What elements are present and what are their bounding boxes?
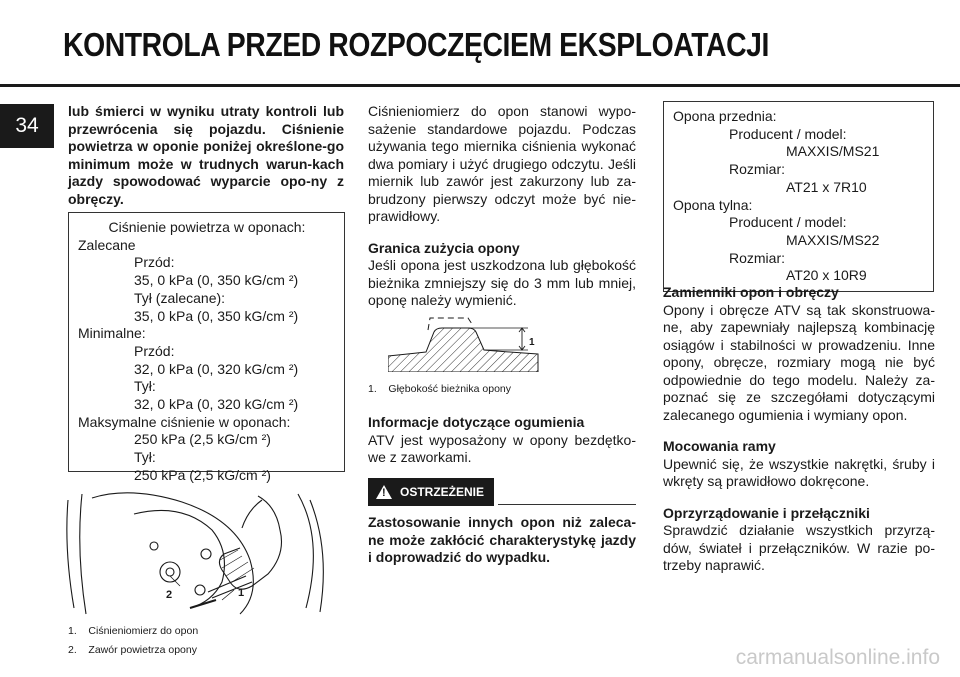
warning-badge	[368, 478, 494, 506]
min-rear-label: Tył:	[134, 378, 156, 395]
rear-mfr-value: MAXXIS/MS22	[786, 231, 880, 248]
tread-limit-heading: Granica zużycia opony	[368, 239, 520, 256]
page-title: KONTROLA PRZED ROZPOCZĘCIEM EKSPLOATACJI	[63, 26, 769, 63]
front-tire-label: Opona przednia:	[673, 108, 777, 124]
front-value: 35, 0 kPa (0, 350 kG/cm ²)	[134, 272, 299, 289]
max-rear-label: Tył:	[134, 449, 156, 466]
replacement-heading: Zamienniki opon i obręczy	[663, 284, 839, 300]
caption-valve: 2. Zawór powietrza opony	[68, 644, 197, 656]
tire-info-heading: Informacje dotyczące ogumienia	[368, 414, 585, 430]
title-rule	[0, 84, 960, 87]
front-size-label: Rozmiar:	[729, 161, 786, 178]
replacement-paragraph: Opony i obręcze ATV są tak skonstruowa-ne, aby zapewniały najlepszą kombinację osiągów i stabilności w prowadzeniu. Inne opony, obręcze, rozmiary mogą nie być odpowiednie do tego modelu. Należy za-poznać się ze szczegółami dotyczącymi zalecanego ogumienia i wymiany opon.	[663, 301, 935, 423]
watermark: carmanualsonline.info	[735, 646, 940, 669]
warning-triangle-icon: !	[376, 485, 392, 499]
front-mfr-label: Producent / model:	[729, 125, 847, 142]
instruments-paragraph: Sprawdzić działanie wszystkich przyrzą-dów, świateł i przełączników. W razie po-trzeby naprawić.	[663, 522, 935, 573]
min-rear-value: 32, 0 kPa (0, 320 kG/cm ²)	[134, 396, 299, 413]
tread-depth-illustration	[388, 316, 548, 372]
tread-caption: 1. Głębokość bieżnika opony	[368, 383, 512, 395]
warning-banner	[368, 478, 636, 508]
column-2	[368, 103, 636, 310]
tread-limit-paragraph: Jeśli opona jest uszkodzona lub głębokość bieżnika zmniejszy się do 3 mm lub mniej, oponę należy wymienić.	[368, 257, 636, 308]
rear-mfr-label: Producent / model:	[729, 214, 847, 231]
figure-captions	[68, 622, 198, 660]
min-front-value: 32, 0 kPa (0, 320 kG/cm ²)	[134, 360, 299, 377]
front-mfr-value: MAXXIS/MS21	[786, 143, 880, 160]
max-front-value: 250 kPa (2,5 kG/cm ²)	[134, 431, 271, 448]
rear-size-label: Rozmiar:	[729, 249, 786, 266]
page-number-tab: 34	[0, 104, 54, 148]
front-size-value: AT21 x 7R10	[786, 178, 867, 195]
rear-tire-label: Opona tylna:	[673, 196, 753, 213]
instruments-heading: Oprzyrządowanie i przełączniki	[663, 504, 870, 521]
tread-figure-label: 1	[529, 337, 535, 348]
gauge-paragraph: Ciśnieniomierz do opon stanowi wypo-sażenie standardowe pojazdu. Podczas używania tego miernika ciśnienia wykonać dwa pomiary i użyć drugiego odczytu. Jeśli miernik lub zawór jest zakurzony lub za-brudzony pierwszy odczyt może być nie-prawidłowy.	[368, 103, 636, 224]
caption-gauge: 1. Ciśnieniomierz do opon	[68, 625, 199, 637]
rear-size-value: AT20 x 10R9	[786, 267, 867, 284]
min-front-label: Przód:	[134, 342, 175, 359]
tire-gauge-illustration	[62, 490, 332, 618]
tire-info-paragraph: ATV jest wyposażony w opony bezdętko-we z zaworkami.	[368, 431, 636, 465]
rear-rec-value: 35, 0 kPa (0, 350 kG/cm ²)	[134, 307, 299, 324]
column-3-text	[663, 284, 935, 575]
tire-spec-box	[663, 101, 934, 292]
warning-label: OSTRZEŻENIE	[400, 485, 485, 499]
warning-block	[368, 514, 636, 567]
warning-text: Zastosowanie innych opon niż zaleca-ne może zakłócić charakterystykę jazdy i doprowadzić do wypadku.	[368, 514, 636, 565]
pressure-box	[68, 212, 345, 483]
column-1	[68, 103, 344, 208]
pressure-heading: Ciśnienie powietrza w oponach:	[108, 219, 306, 235]
warning-rule	[498, 504, 636, 505]
rear-rec-label: Tył (zalecane):	[134, 289, 226, 306]
front-label: Przód:	[134, 254, 175, 271]
intro-warning-text: lub śmierci w wyniku utraty kontroli lub przewrócenia się pojazdu. Ciśnienie powietrza w oponie poniżej określone-go minimum może w trudnych warun-kach jazdy spowodować wyparcie opo-ny z obręczy.	[68, 103, 344, 207]
minimum-label: Minimalne:	[78, 325, 146, 342]
frame-mounts-heading: Mocowania ramy	[663, 438, 776, 454]
tire-info-block	[368, 414, 636, 467]
figure-label-1: 1	[238, 587, 245, 599]
max-label: Maksymalne ciśnienie w oponach:	[78, 413, 291, 430]
recommended-label: Zalecane	[78, 236, 136, 253]
figure-label-2: 2	[166, 589, 173, 601]
frame-mounts-paragraph: Upewnić się, że wszystkie nakrętki, śruby i wkręty są prawidłowo dokręcone.	[663, 455, 935, 489]
max-rear-value: 250 kPa (2,5 kG/cm ²)	[134, 466, 271, 483]
